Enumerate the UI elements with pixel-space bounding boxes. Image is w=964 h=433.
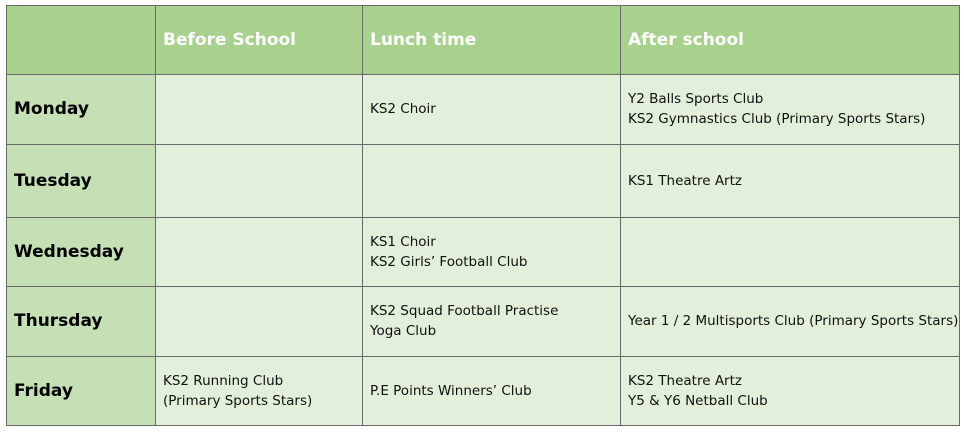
header-corner-cell [7, 6, 156, 75]
activity-item: KS2 Choir [370, 101, 436, 118]
lunch-time-cell [363, 356, 621, 426]
activity-item: Yoga Club [370, 323, 437, 340]
header-lunch-time: Lunch time [363, 6, 621, 75]
after-school-cell [621, 287, 960, 357]
day-cell: Monday [7, 75, 156, 145]
lunch-time-cell [363, 287, 621, 357]
day-cell: Wednesday [7, 217, 156, 287]
table-row-thursday [7, 287, 960, 357]
lunch-time-cell [363, 144, 621, 217]
activity-item: Y5 & Y6 Netball Club [628, 392, 768, 409]
timetable-body [7, 75, 960, 426]
table-row-friday [7, 356, 960, 426]
activity-item: P.E Points Winners’ Club [370, 382, 532, 399]
activity-item: KS2 Gymnastics Club (Primary Sports Stars) [628, 111, 926, 128]
day-cell: Tuesday [7, 144, 156, 217]
before-school-cell [156, 356, 363, 426]
activity-item: KS2 Girls’ Football Club [370, 253, 528, 270]
header-row [7, 6, 960, 75]
after-school-cell [621, 75, 960, 145]
activity-item: KS1 Theatre Artz [628, 172, 742, 189]
header-after-school: After school [621, 6, 960, 75]
before-school-cell [156, 144, 363, 217]
before-school-cell [156, 217, 363, 287]
clubs-timetable [6, 5, 960, 426]
activity-item: Y2 Balls Sports Club [628, 91, 764, 108]
activity-item: KS1 Choir [370, 233, 436, 250]
activity-item: KS2 Squad Football Practise [370, 303, 559, 320]
before-school-cell [156, 75, 363, 145]
activity-item: KS2 Running Club [163, 372, 284, 389]
table-row-tuesday [7, 144, 960, 217]
lunch-time-cell [363, 217, 621, 287]
table-row-monday [7, 75, 960, 145]
after-school-cell [621, 217, 960, 287]
activity-item: (Primary Sports Stars) [163, 392, 313, 409]
day-cell: Thursday [7, 287, 156, 357]
header-before-school: Before School [156, 6, 363, 75]
lunch-time-cell [363, 75, 621, 145]
activity-item: Year 1 / 2 Multisports Club (Primary Sports Stars) [628, 313, 959, 330]
after-school-cell [621, 144, 960, 217]
table-row-wednesday [7, 217, 960, 287]
after-school-cell [621, 356, 960, 426]
day-cell: Friday [7, 356, 156, 426]
activity-item: KS2 Theatre Artz [628, 372, 742, 389]
before-school-cell [156, 287, 363, 357]
